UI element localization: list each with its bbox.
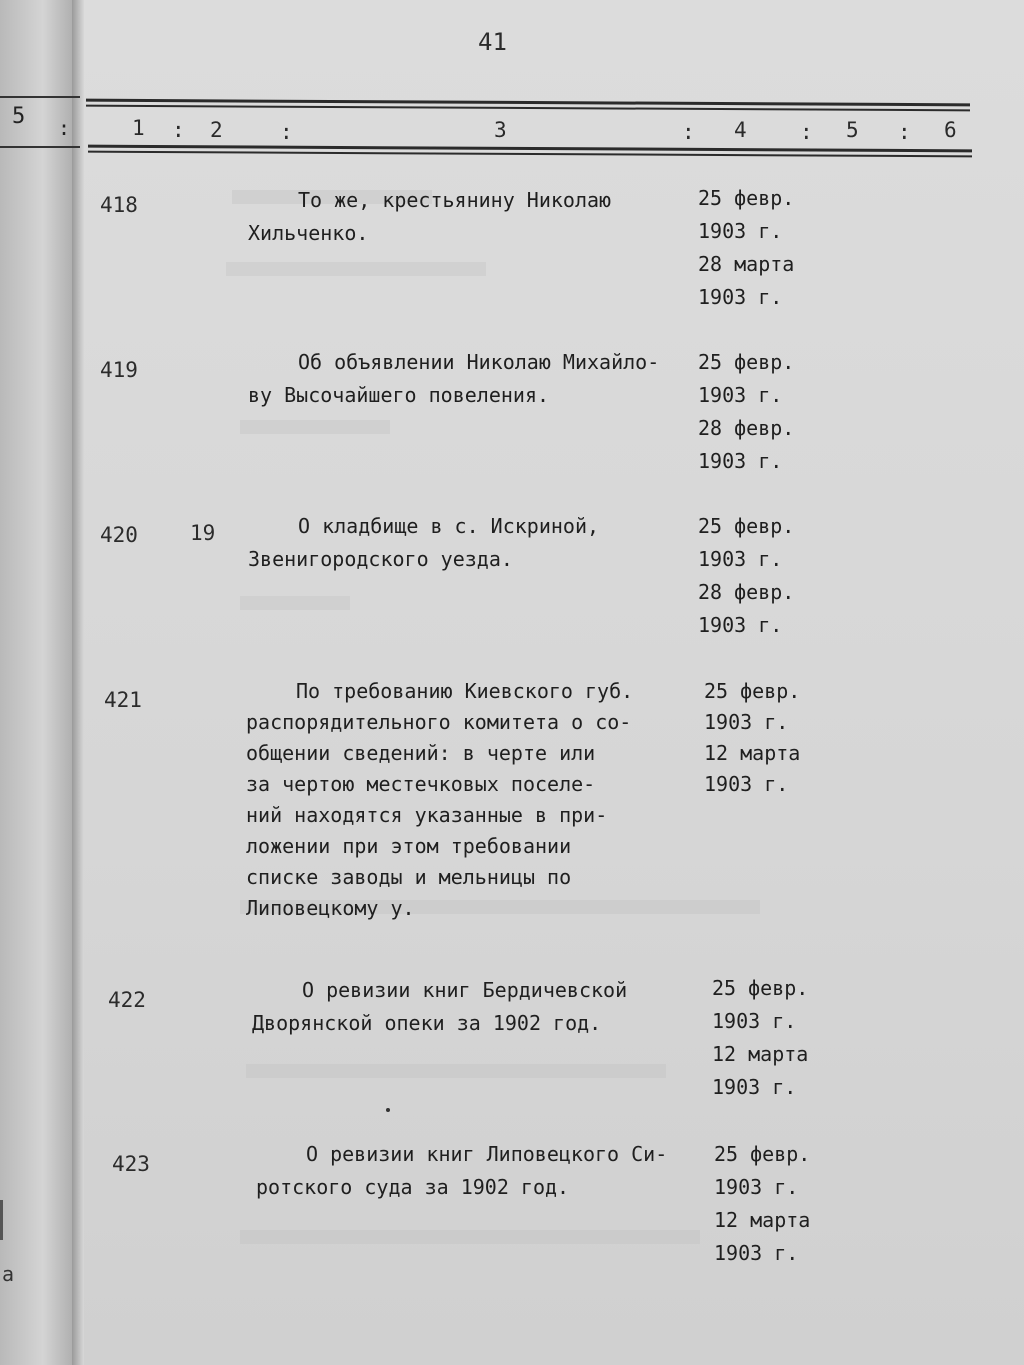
- record-number: 419: [100, 358, 138, 382]
- left-edge-mark: [0, 1200, 3, 1240]
- column-separator: :: [280, 120, 293, 144]
- left-rule-bottom: [0, 146, 80, 148]
- bleed-through-mark: [240, 596, 350, 610]
- bleed-through-mark: [246, 1064, 666, 1078]
- record-dates: 25 февр. 1903 г. 12 марта 1903 г.: [712, 976, 809, 1099]
- record-description: По требованию Киевского губ. распорядительного комитета о со- общении сведений: в черте или за чертою местечковых поселе- ний находятся указанные в при- ложении при этом требовании списке заводы и мельницы по Липовецкому у.: [246, 679, 634, 920]
- column-separator: :: [800, 120, 813, 144]
- column-header-4: 4: [734, 118, 747, 142]
- record-number: 420: [100, 523, 138, 547]
- record-description: То же, крестьянину Николаю Хильченко.: [248, 188, 612, 245]
- ink-dot: [386, 1108, 390, 1112]
- left-page-edge: [0, 0, 78, 1365]
- record-number: 421: [104, 688, 142, 712]
- bleed-through-mark: [240, 420, 390, 434]
- column-separator: :: [682, 120, 695, 144]
- column-separator: :: [898, 120, 911, 144]
- record-number: 423: [112, 1152, 150, 1176]
- page-number: 41: [478, 28, 507, 56]
- record-description: О ревизии книг Липовецкого Си- ротского суда за 1902 год.: [256, 1142, 668, 1199]
- column-header-3: 3: [494, 118, 507, 142]
- bleed-through-mark: [240, 1230, 700, 1244]
- column-header-2: 2: [210, 118, 223, 142]
- record-number: 422: [108, 988, 146, 1012]
- record-dates: 25 февр. 1903 г. 12 марта 1903 г.: [704, 679, 801, 796]
- left-page-column-number: 5: [12, 104, 26, 129]
- record-dates: 25 февр. 1903 г. 28 февр. 1903 г.: [698, 514, 795, 637]
- column-header-5: 5: [846, 118, 859, 142]
- record-number: 418: [100, 193, 138, 217]
- bleed-through-mark: [226, 262, 486, 276]
- record-dates: 25 февр. 1903 г. 28 февр. 1903 г.: [698, 350, 795, 473]
- left-page-separator: :: [58, 116, 71, 140]
- record-dates: 25 февр. 1903 г. 12 марта 1903 г.: [714, 1142, 811, 1265]
- record-description: Об объявлении Николаю Михайло- ву Высочайшего повеления.: [248, 350, 660, 407]
- record-dates: 25 февр. 1903 г. 28 марта 1903 г.: [698, 186, 795, 309]
- left-rule-top: [0, 96, 80, 98]
- left-page-edge-letter: a: [2, 1262, 15, 1286]
- record-sub-number: 19: [190, 521, 216, 545]
- record-description: О кладбище в с. Искриной, Звенигородского уезда.: [248, 514, 600, 571]
- record-description: О ревизии книг Бердичевской Дворянской опеки за 1902 год.: [252, 978, 628, 1035]
- column-header-1: 1: [132, 116, 145, 140]
- column-separator: :: [172, 118, 185, 142]
- column-header-6: 6: [944, 118, 957, 142]
